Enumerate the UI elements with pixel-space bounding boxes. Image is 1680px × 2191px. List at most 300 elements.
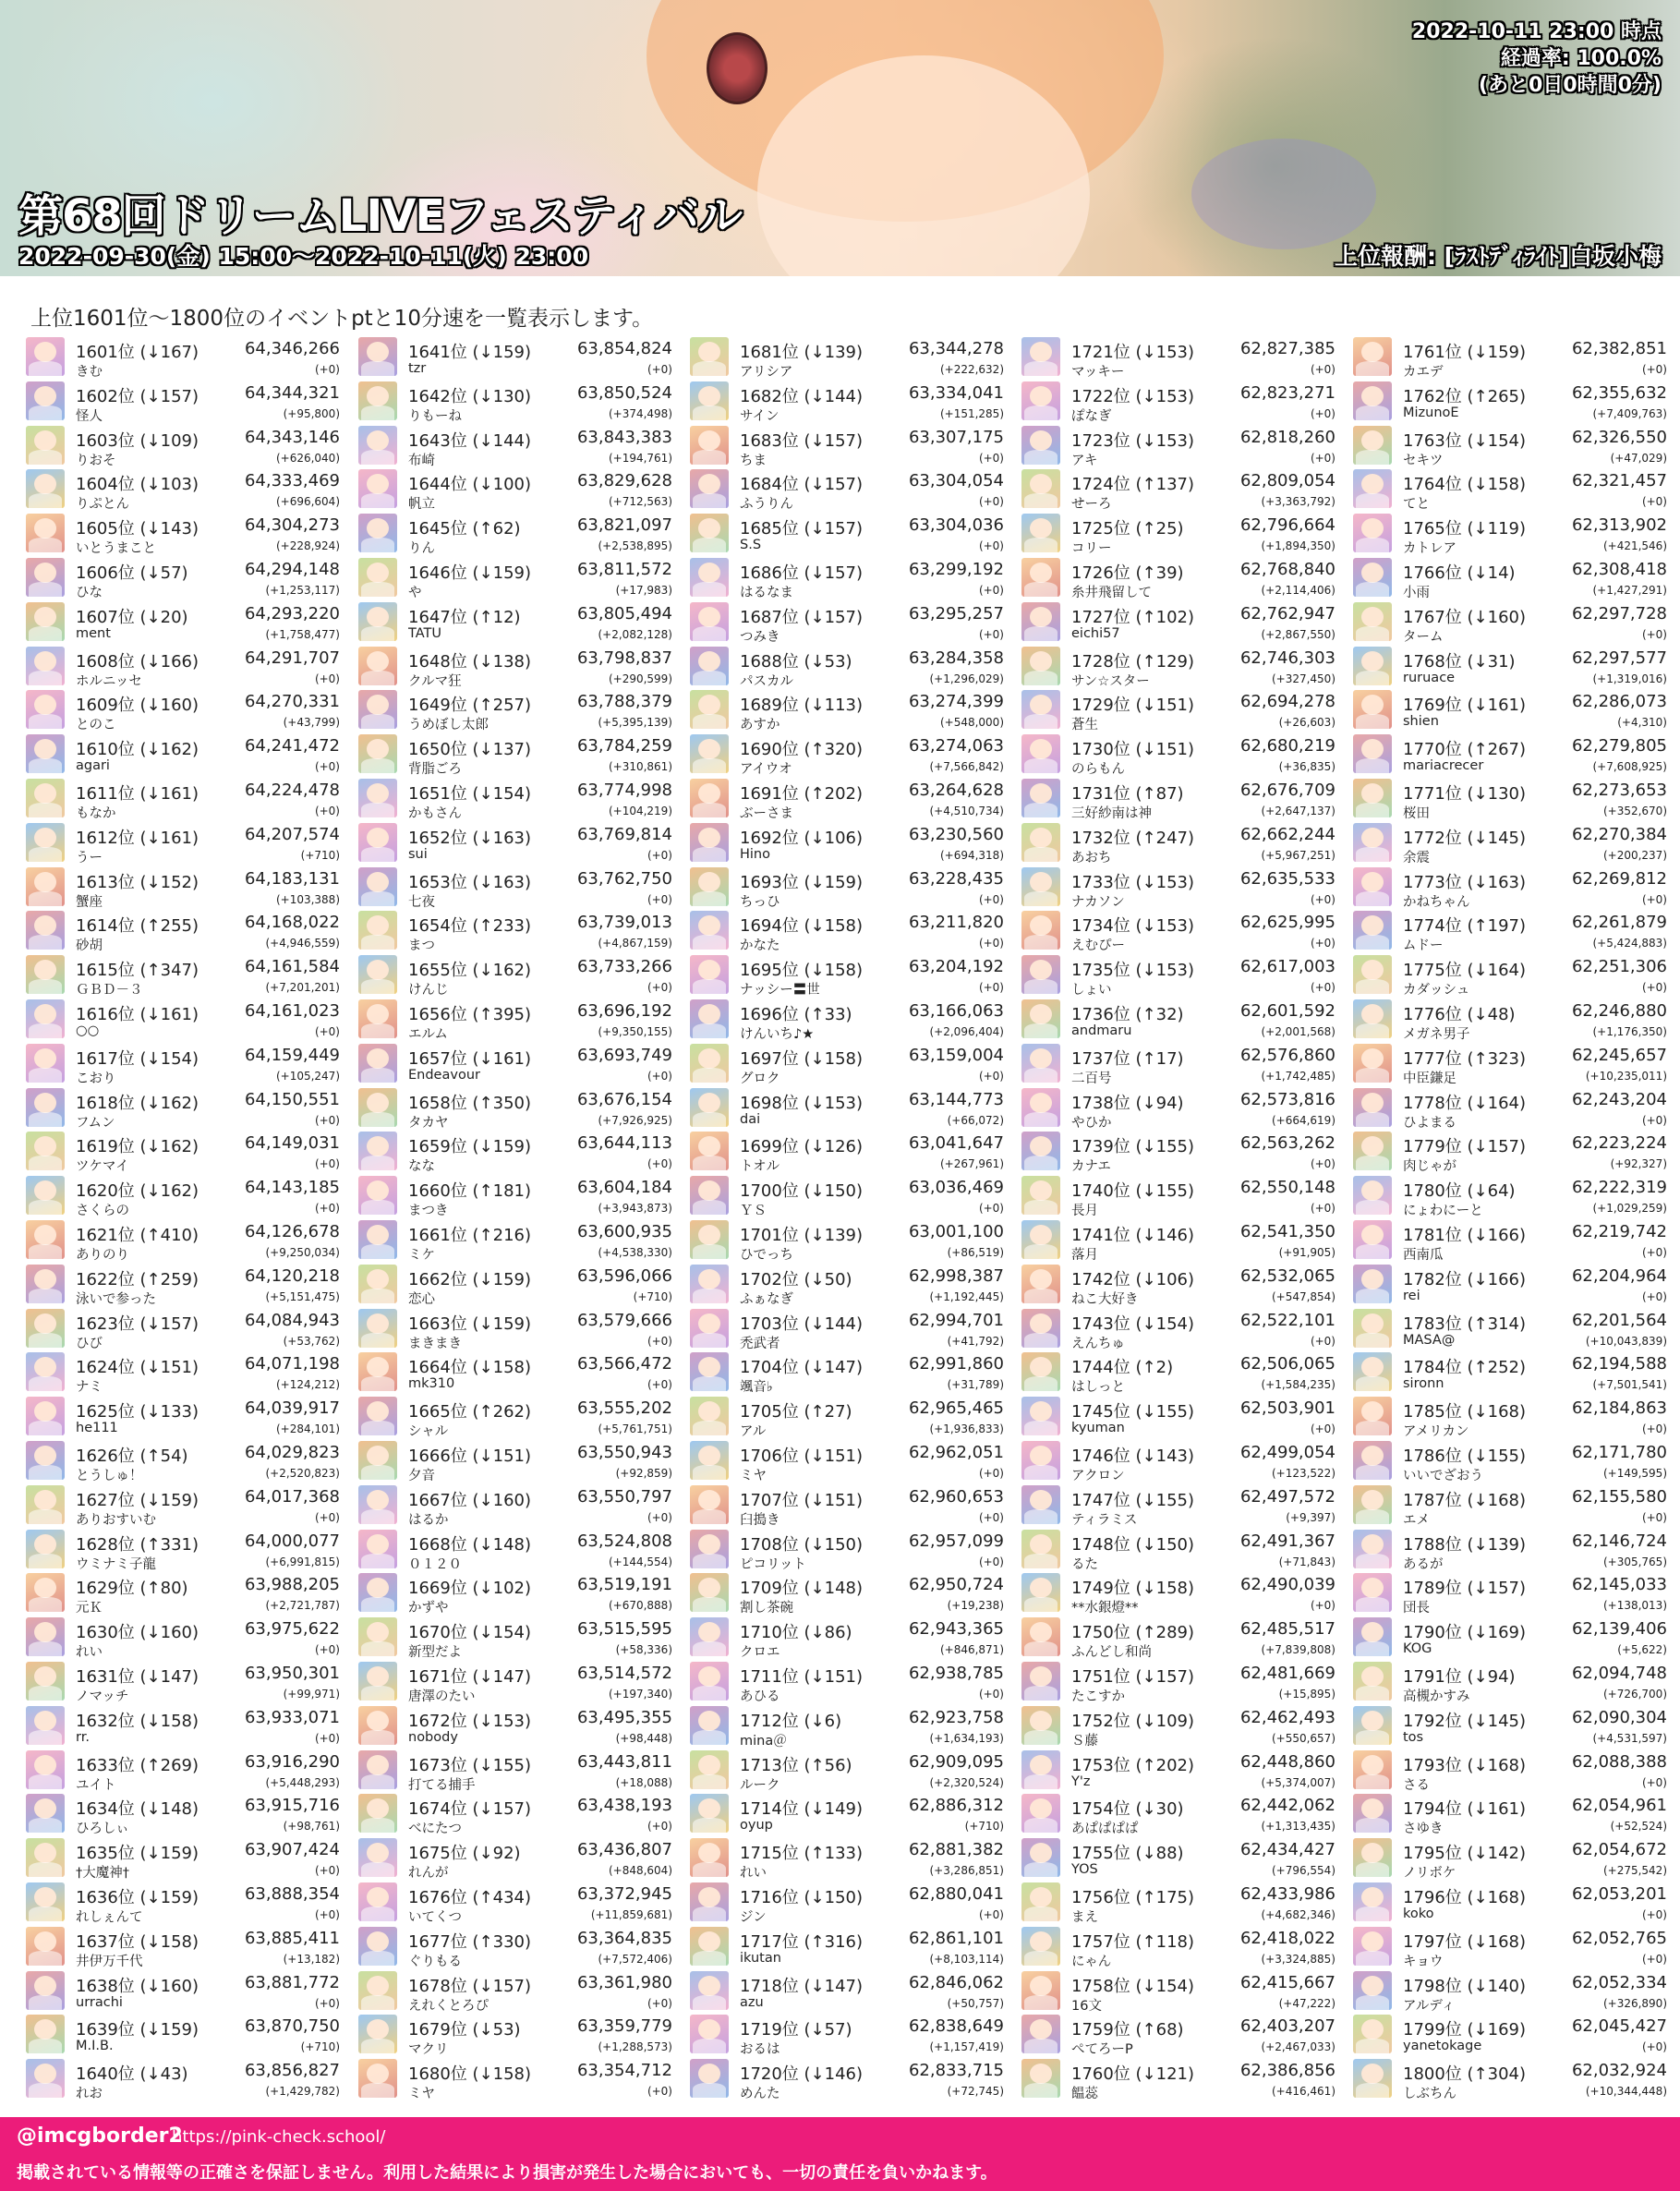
event-points: 62,576,860	[1239, 1045, 1336, 1065]
player-name: メガネ男子	[1403, 1027, 1470, 1042]
event-points: 64,291,707	[244, 648, 340, 668]
ten-minute-speed: (+0)	[647, 1334, 672, 1348]
idol-avatar	[358, 469, 397, 508]
player-name: まきまき	[408, 1336, 462, 1351]
idol-avatar	[690, 955, 729, 994]
ranking-entry	[1353, 997, 1674, 1041]
ten-minute-speed: (+0)	[978, 937, 1004, 950]
rank-label: 1726位 (↑39)	[1071, 563, 1184, 583]
rank-label: 1731位 (↑87)	[1071, 784, 1184, 804]
ranking-entry	[358, 1394, 680, 1438]
ten-minute-speed: (+712,563)	[608, 495, 672, 509]
ranking-entry	[1021, 1306, 1343, 1350]
ten-minute-speed: (+0)	[1310, 1157, 1336, 1171]
ten-minute-speed: (+197,340)	[608, 1688, 672, 1701]
player-name: ウミナミ子龍	[76, 1556, 156, 1572]
ranking-entry	[1353, 1880, 1674, 1924]
rank-label: 1792位 (↓145)	[1403, 1711, 1527, 1731]
event-points: 62,052,334	[1571, 1972, 1667, 1992]
ten-minute-speed: (+0)	[978, 627, 1004, 641]
ten-minute-speed: (+3,363,792)	[1261, 495, 1336, 509]
ranking-entry	[26, 2056, 347, 2100]
ranking-column	[1353, 334, 1674, 2100]
ten-minute-speed: (+0)	[1310, 451, 1336, 465]
idol-avatar	[1021, 1485, 1060, 1524]
idol-avatar	[1021, 1441, 1060, 1480]
ranking-entry	[358, 379, 680, 423]
player-name: ノマッチ	[76, 1689, 129, 1704]
player-name: れしぇんて	[76, 1910, 143, 1925]
ten-minute-speed: (+36,835)	[1278, 760, 1336, 774]
rank-label: 1604位 (↓103)	[76, 475, 199, 495]
idol-avatar	[1021, 2059, 1060, 2098]
event-points: 62,219,742	[1571, 1222, 1667, 1241]
ranking-entry	[1353, 1306, 1674, 1350]
player-name: けんじ	[408, 983, 449, 999]
rank-label: 1795位 (↓142)	[1403, 1844, 1527, 1864]
player-name: mk310	[408, 1376, 455, 1392]
event-points: 63,230,560	[908, 824, 1004, 844]
event-points: 62,155,580	[1571, 1486, 1667, 1507]
idol-avatar	[690, 1971, 729, 2010]
event-points: 63,774,998	[576, 781, 672, 800]
rank-label: 1764位 (↓158)	[1403, 475, 1527, 495]
ten-minute-speed: (+0)	[1310, 1334, 1336, 1348]
player-name: ノリボケ	[1403, 1866, 1456, 1882]
rank-label: 1668位 (↓148)	[408, 1534, 532, 1555]
idol-avatar	[1353, 955, 1392, 994]
ten-minute-speed: (+0)	[1310, 1599, 1336, 1613]
ten-minute-speed: (+275,542)	[1602, 1864, 1667, 1878]
ranking-entry	[26, 334, 347, 379]
ten-minute-speed: (+104,219)	[608, 805, 672, 817]
ranking-entry	[690, 865, 1011, 909]
player-name: えんちゅ	[1071, 1336, 1125, 1351]
idol-avatar	[26, 1485, 65, 1524]
idol-avatar	[358, 426, 397, 465]
rank-label: 1629位 (↑80)	[76, 1579, 188, 1599]
ranking-entry	[26, 732, 347, 776]
ranking-entry	[1353, 1703, 1674, 1748]
event-points: 63,144,773	[908, 1089, 1004, 1109]
ten-minute-speed: (+7,409,763)	[1592, 406, 1667, 420]
ranking-entry	[1021, 732, 1343, 776]
event-points: 62,481,669	[1239, 1664, 1336, 1683]
idol-avatar	[690, 514, 729, 552]
rank-label: 1798位 (↓140)	[1403, 1976, 1527, 1996]
idol-avatar	[690, 558, 729, 597]
rank-label: 1736位 (↑32)	[1071, 1005, 1184, 1024]
event-points: 64,143,185	[244, 1178, 340, 1198]
idol-avatar	[358, 1132, 397, 1170]
event-points: 63,524,808	[576, 1531, 672, 1551]
ranking-entry	[690, 820, 1011, 865]
ten-minute-speed: (+710)	[300, 2040, 340, 2054]
idol-avatar	[358, 911, 397, 950]
rank-label: 1704位 (↓147)	[740, 1358, 864, 1378]
player-name: 余震	[1403, 850, 1430, 866]
player-name: アル	[740, 1424, 767, 1440]
event-points: 63,228,435	[908, 868, 1004, 889]
event-points: 62,909,095	[908, 1751, 1004, 1772]
player-name: れい	[76, 1645, 103, 1661]
rank-label: 1619位 (↓162)	[76, 1137, 199, 1157]
ten-minute-speed: (+5,374,007)	[1261, 1775, 1336, 1789]
idol-avatar	[26, 381, 65, 420]
event-points: 62,823,271	[1239, 382, 1336, 403]
rank-label: 1601位 (↓167)	[76, 343, 199, 362]
idol-avatar	[26, 1397, 65, 1435]
player-name: あおち	[1071, 850, 1112, 866]
rank-label: 1750位 (↑289)	[1071, 1623, 1195, 1643]
idol-avatar	[26, 1971, 65, 2010]
player-name: ユイト	[76, 1777, 116, 1793]
idol-avatar	[26, 690, 65, 729]
rank-label: 1664位 (↓158)	[408, 1358, 532, 1378]
player-name: ＹＳ	[740, 1204, 767, 1219]
ranking-entry	[358, 1659, 680, 1703]
rank-label: 1709位 (↓148)	[740, 1579, 864, 1599]
event-points: 62,139,406	[1571, 1619, 1667, 1640]
ten-minute-speed: (+2,520,823)	[265, 1467, 340, 1480]
rank-label: 1618位 (↓162)	[76, 1093, 199, 1113]
event-points: 64,224,478	[244, 781, 340, 800]
ten-minute-speed: (+0)	[978, 1069, 1004, 1083]
ranking-entry	[690, 1748, 1011, 1792]
rank-label: 1725位 (↑25)	[1071, 519, 1184, 539]
ranking-entry	[1353, 952, 1674, 997]
rank-label: 1791位 (↓94)	[1403, 1667, 1516, 1687]
rank-label: 1691位 (↑202)	[740, 784, 864, 804]
idol-avatar	[690, 1662, 729, 1701]
player-name: ミケ	[408, 1248, 435, 1263]
idol-avatar	[358, 2015, 397, 2053]
rank-label: 1747位 (↓155)	[1071, 1490, 1195, 1510]
event-points: 63,354,712	[576, 2061, 672, 2081]
ranking-entry	[1021, 1659, 1343, 1703]
ranking-entry	[1021, 952, 1343, 997]
ranking-entry	[690, 908, 1011, 952]
ten-minute-speed: (+0)	[314, 672, 340, 685]
idol-avatar	[358, 381, 397, 420]
idol-avatar	[1021, 779, 1060, 817]
event-points: 64,149,031	[244, 1133, 340, 1154]
idol-avatar	[1353, 779, 1392, 817]
ten-minute-speed: (+71,843)	[1278, 1555, 1336, 1568]
ten-minute-speed: (+796,554)	[1271, 1864, 1336, 1878]
event-points: 62,434,427	[1239, 1840, 1336, 1860]
event-points: 63,885,411	[244, 1928, 340, 1948]
idol-avatar	[1021, 1794, 1060, 1833]
rank-label: 1622位 (↑259)	[76, 1269, 199, 1289]
player-name: はしっと	[1071, 1380, 1125, 1396]
idol-avatar	[26, 1176, 65, 1215]
ranking-entry	[358, 599, 680, 644]
ranking-entry	[1021, 1129, 1343, 1173]
ten-minute-speed: (+7,839,808)	[1261, 1643, 1336, 1657]
idol-avatar	[26, 1573, 65, 1612]
ranking-entry	[1021, 1350, 1343, 1394]
player-name: †大魔神†	[76, 1866, 129, 1882]
idol-avatar	[358, 602, 397, 641]
ten-minute-speed: (+1,296,029)	[929, 672, 1004, 685]
event-points: 63,550,797	[576, 1486, 672, 1507]
ten-minute-speed: (+710)	[964, 1820, 1004, 1834]
player-name: dai	[740, 1111, 761, 1127]
ten-minute-speed: (+5,448,293)	[265, 1775, 340, 1789]
rank-label: 1650位 (↓137)	[408, 740, 532, 760]
rank-label: 1781位 (↓166)	[1403, 1226, 1527, 1245]
ranking-entry	[358, 1438, 680, 1483]
rank-label: 1741位 (↓146)	[1071, 1226, 1195, 1245]
event-points: 62,270,384	[1571, 824, 1667, 844]
event-points: 63,304,036	[908, 515, 1004, 536]
ranking-entry	[1021, 555, 1343, 599]
idol-avatar	[26, 337, 65, 376]
ranking-entry	[1021, 466, 1343, 511]
player-name: 七夜	[408, 894, 435, 910]
event-points: 63,299,192	[908, 560, 1004, 579]
ten-minute-speed: (+284,101)	[275, 1422, 340, 1436]
ranking-entry	[1021, 1085, 1343, 1130]
player-name: もなか	[76, 806, 116, 821]
ranking-entry	[358, 952, 680, 997]
player-name: アイウオ	[740, 762, 792, 778]
event-points: 62,415,667	[1239, 1972, 1336, 1992]
idol-avatar	[1021, 734, 1060, 773]
rank-label: 1674位 (↓157)	[408, 1799, 532, 1820]
ranking-entry	[1353, 1173, 1674, 1217]
event-points: 62,998,387	[908, 1265, 1004, 1286]
ranking-entry	[690, 1880, 1011, 1924]
ranking-entry	[1353, 555, 1674, 599]
ranking-entry	[358, 997, 680, 1041]
idol-avatar	[1021, 469, 1060, 508]
ten-minute-speed: (+13,182)	[283, 1952, 340, 1966]
player-name: たこすか	[1071, 1689, 1125, 1704]
rank-label: 1688位 (↓53)	[740, 651, 852, 672]
event-points: 62,297,577	[1571, 648, 1667, 668]
ranking-entry	[1021, 1570, 1343, 1615]
rank-label: 1738位 (↓94)	[1071, 1093, 1184, 1113]
idol-avatar	[358, 1220, 397, 1259]
rank-label: 1608位 (↓166)	[76, 651, 199, 672]
event-points: 63,514,572	[576, 1664, 672, 1683]
player-name: KOG	[1403, 1641, 1432, 1657]
idol-avatar	[26, 1265, 65, 1303]
ranking-entry	[690, 423, 1011, 467]
ten-minute-speed: (+1,429,782)	[265, 2085, 340, 2099]
rank-label: 1641位 (↓159)	[408, 343, 532, 362]
event-points: 62,746,303	[1239, 648, 1336, 668]
ranking-entry	[1353, 379, 1674, 423]
event-points: 63,915,716	[244, 1796, 340, 1816]
banner-art-eye	[707, 32, 767, 104]
idol-avatar	[1353, 1132, 1392, 1170]
ten-minute-speed: (+92,859)	[615, 1467, 672, 1480]
rank-label: 1615位 (↑347)	[76, 961, 199, 981]
ranking-entry	[358, 1306, 680, 1350]
idol-avatar	[1021, 1176, 1060, 1215]
player-name: 砂胡	[76, 938, 103, 954]
event-points: 64,241,472	[244, 736, 340, 757]
ranking-entry	[26, 1438, 347, 1483]
ranking-entry	[1021, 1968, 1343, 2013]
ten-minute-speed: (+2,096,404)	[929, 1025, 1004, 1038]
idol-avatar	[26, 1838, 65, 1877]
ten-minute-speed: (+2,114,406)	[1261, 584, 1336, 597]
ten-minute-speed: (+2,721,787)	[265, 1599, 340, 1613]
ranking-entry	[358, 1791, 680, 1835]
player-name: マッキー	[1071, 365, 1125, 380]
ranking-entry	[1021, 820, 1343, 865]
ranking-entry	[358, 644, 680, 688]
rank-label: 1667位 (↓160)	[408, 1490, 532, 1510]
status-remaining: (あと0日0時間0分)	[1478, 74, 1662, 97]
idol-avatar	[690, 2059, 729, 2098]
rank-label: 1797位 (↓168)	[1403, 1931, 1527, 1952]
ranking-entry	[358, 687, 680, 732]
event-points: 62,386,856	[1239, 2061, 1336, 2081]
rank-label: 1799位 (↓169)	[1403, 2020, 1527, 2040]
event-points: 63,604,184	[576, 1178, 672, 1198]
idol-avatar	[358, 779, 397, 817]
ten-minute-speed: (+0)	[978, 981, 1004, 995]
player-name: さる	[1403, 1777, 1430, 1793]
player-name: しぶちん	[1403, 2087, 1456, 2102]
ranking-entry	[358, 1835, 680, 1880]
idol-avatar	[1353, 1617, 1392, 1656]
idol-avatar	[1021, 1088, 1060, 1127]
idol-avatar	[1021, 867, 1060, 906]
ranking-entry	[1021, 865, 1343, 909]
rank-label: 1756位 (↑175)	[1071, 1888, 1195, 1907]
player-name: 高槻かすみ	[1403, 1689, 1470, 1704]
rank-label: 1682位 (↓144)	[740, 386, 864, 406]
event-points: 62,881,382	[908, 1840, 1004, 1860]
event-points: 63,304,054	[908, 471, 1004, 491]
player-name: けんいち♪★	[740, 1027, 815, 1042]
ranking-entry	[1353, 1350, 1674, 1394]
player-name: フムン	[76, 1115, 115, 1131]
rank-label: 1603位 (↓109)	[76, 430, 199, 451]
ten-minute-speed: (+290,599)	[608, 672, 672, 685]
ranking-entry	[358, 2012, 680, 2056]
ten-minute-speed: (+5,424,883)	[1592, 937, 1667, 950]
ranking-entry	[690, 1129, 1011, 1173]
idol-avatar	[1021, 1750, 1060, 1789]
idol-avatar	[690, 647, 729, 685]
ten-minute-speed: (+310,861)	[608, 760, 672, 774]
player-name: まえ	[1071, 1910, 1098, 1925]
idol-avatar	[1021, 955, 1060, 994]
player-name: れい	[740, 1866, 767, 1882]
idol-avatar	[1353, 2015, 1392, 2053]
event-points: 64,029,823	[244, 1443, 340, 1462]
player-name: 蟹座	[76, 894, 103, 910]
player-name: 中臣鎌足	[1403, 1071, 1456, 1086]
ten-minute-speed: (+848,604)	[608, 1864, 672, 1878]
ranking-entry	[358, 908, 680, 952]
player-name: 糸井飛留して	[1071, 586, 1152, 600]
ranking-entry	[1353, 1570, 1674, 1615]
ten-minute-speed: (+664,619)	[1271, 1113, 1336, 1127]
ten-minute-speed: (+1,427,291)	[1592, 584, 1667, 597]
status-time: 2022-10-11 23:00 時点	[1411, 20, 1662, 43]
ranking-entry	[1021, 511, 1343, 555]
ten-minute-speed: (+11,859,681)	[590, 1908, 672, 1921]
idol-avatar	[1021, 1573, 1060, 1612]
ten-minute-speed: (+50,757)	[947, 1996, 1004, 2010]
idol-avatar	[1021, 1309, 1060, 1348]
ranking-entry	[358, 466, 680, 511]
ten-minute-speed: (+149,595)	[1602, 1467, 1667, 1480]
ten-minute-speed: (+7,501,541)	[1592, 1378, 1667, 1392]
rank-label: 1757位 (↑118)	[1071, 1931, 1195, 1952]
ten-minute-speed: (+0)	[647, 363, 672, 376]
ranking-entry	[1021, 1394, 1343, 1438]
idol-avatar	[690, 426, 729, 465]
player-name: かずや	[408, 1601, 449, 1616]
rank-label: 1744位 (↑2)	[1071, 1358, 1174, 1378]
player-name: 夕音	[408, 1469, 435, 1483]
ranking-entry	[1021, 379, 1343, 423]
idol-avatar	[26, 1617, 65, 1656]
ten-minute-speed: (+98,448)	[615, 1731, 672, 1745]
event-period: 2022-09-30(金) 15:00〜2022-10-11(火) 23:00	[18, 243, 589, 270]
player-name: 臼搗き	[740, 1512, 780, 1528]
rank-label: 1775位 (↓164)	[1403, 961, 1527, 981]
idol-avatar	[1353, 1662, 1392, 1701]
ten-minute-speed: (+0)	[314, 1731, 340, 1745]
event-points: 64,000,077	[244, 1531, 340, 1551]
idol-avatar	[26, 999, 65, 1038]
idol-avatar	[690, 337, 729, 376]
player-name: ＧＢＤ－３	[76, 983, 143, 999]
twitter-handle-link[interactable]: @imcgborder2	[17, 2124, 183, 2148]
player-name: アキ	[1071, 453, 1098, 468]
player-name: タカヤ	[408, 1115, 449, 1131]
ranking-entry	[1353, 1791, 1674, 1835]
event-points: 62,680,219	[1239, 736, 1336, 757]
ranking-entry	[690, 952, 1011, 997]
ranking-entry	[690, 1968, 1011, 2013]
ranking-entry	[26, 511, 347, 555]
ranking-entry	[358, 1350, 680, 1394]
player-name: かねちゃん	[1403, 894, 1470, 910]
rank-label: 1695位 (↓158)	[740, 961, 864, 981]
player-name: ホルニッセ	[76, 673, 142, 689]
rank-label: 1669位 (↓102)	[408, 1579, 532, 1599]
idol-avatar	[690, 1044, 729, 1083]
event-points: 62,617,003	[1239, 957, 1336, 977]
ten-minute-speed: (+1,584,235)	[1261, 1378, 1336, 1392]
ten-minute-speed: (+52,524)	[1610, 1820, 1667, 1834]
ranking-entry	[690, 1262, 1011, 1306]
disclaimer: 掲載されている情報等の正確さを保証しません。利用した結果により損害が発生した場合においても、一切の責任を負いかねます。	[17, 2163, 997, 2183]
player-name: MizunoE	[1403, 405, 1459, 420]
event-points: 62,522,101	[1239, 1310, 1336, 1330]
site-url-link[interactable]: https://pink-check.school/	[172, 2127, 386, 2147]
player-name: セキツ	[1403, 453, 1444, 468]
player-name: ルーク	[740, 1777, 780, 1793]
ranking-entry	[1353, 865, 1674, 909]
idol-avatar	[26, 1220, 65, 1259]
player-name: ありおすいむ	[76, 1512, 156, 1528]
rank-label: 1677位 (↑330)	[408, 1931, 532, 1952]
idol-avatar	[358, 1352, 397, 1391]
idol-avatar	[690, 602, 729, 641]
